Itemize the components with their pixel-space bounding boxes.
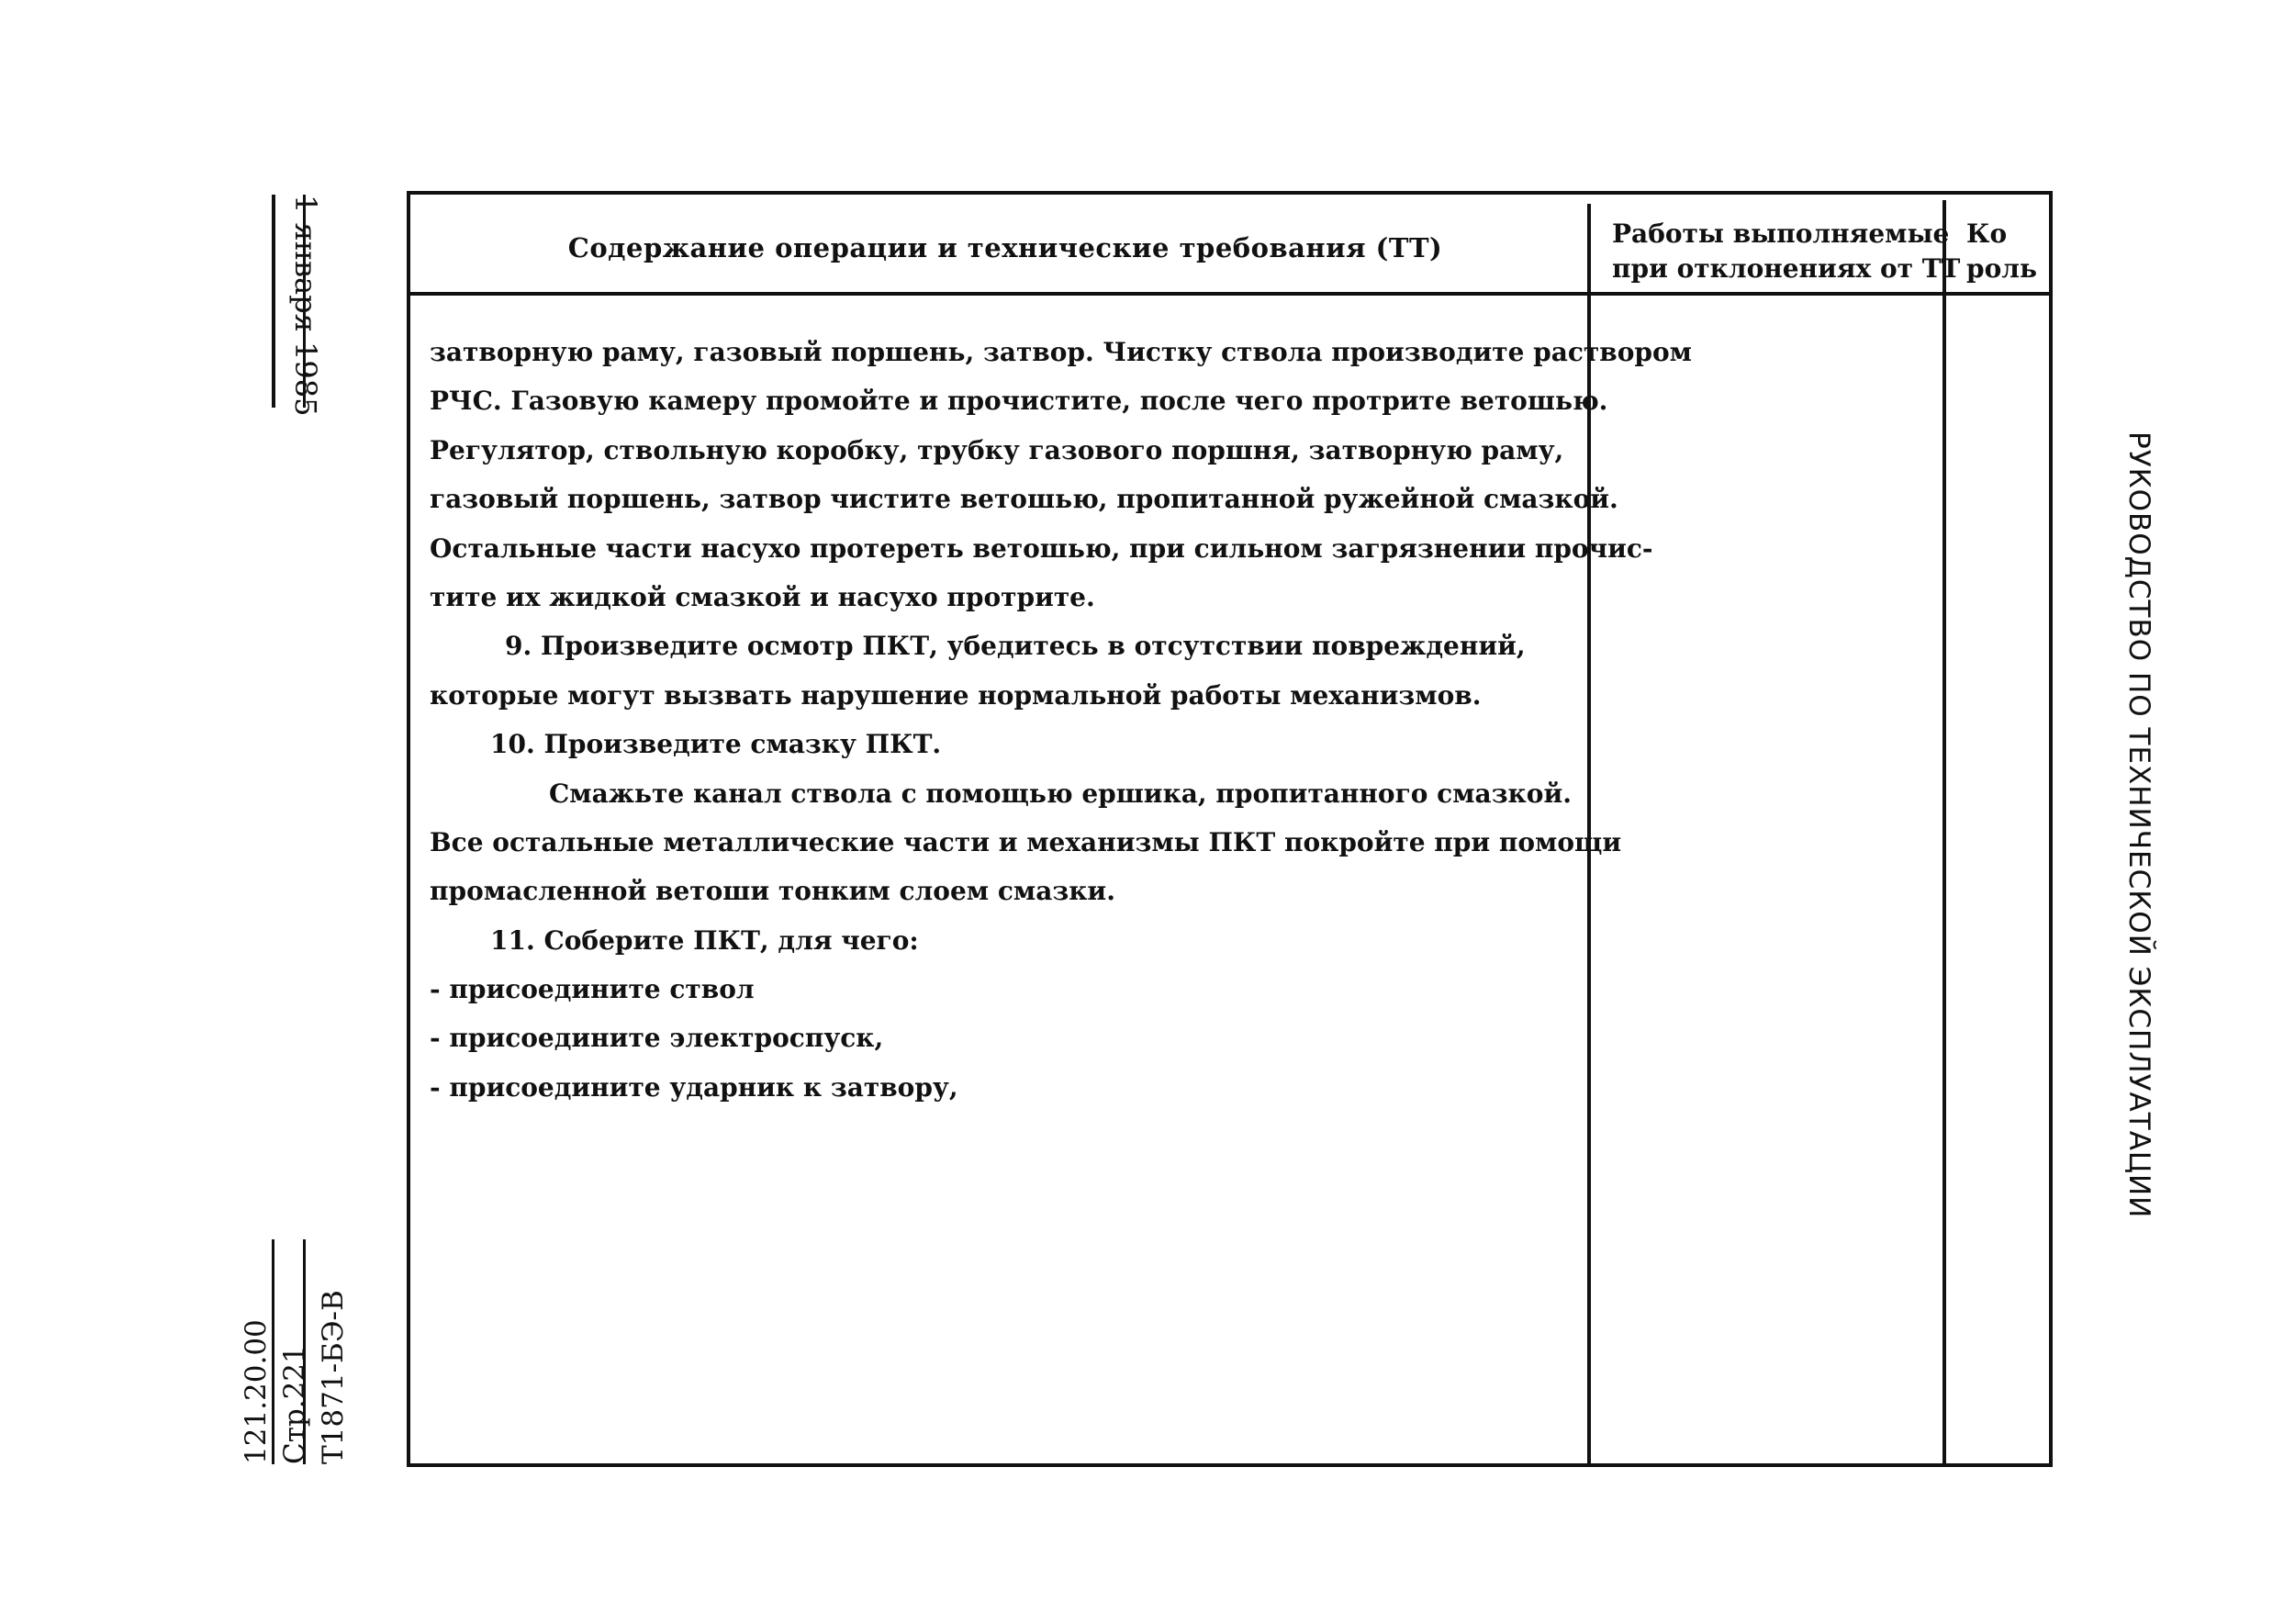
text-line: газовый поршень, затвор чистите ветошью, пропитанной ружейной смазкой. [430, 484, 1618, 515]
date-rule [272, 195, 275, 408]
text-line: промасленной ветоши тонким слоем смазки. [430, 876, 1115, 907]
step-9: 9. Произведите осмотр ПКТ, убедитесь в отсутствии повреждений, [505, 631, 1526, 662]
text-line: тите их жидкой смазкой и насухо протрите. [430, 581, 1095, 612]
text-line: Остальные части насухо протереть ветошью, при сильном загрязнении прочис- [430, 532, 1653, 564]
margin-code-block [237, 1290, 353, 1464]
text-line: Все остальные металлические части и механизмы ПКТ покройте при помощи [430, 826, 1622, 857]
header-control-line: Ко [1966, 218, 2008, 249]
header-divider [407, 292, 2053, 296]
step-11: 11. Соберите ПКТ, для чего: [490, 924, 919, 956]
header-deviations-line: при отклонениях от ТТ [1612, 253, 1961, 284]
margin-document-id: Т1871-БЭ-В [317, 1290, 350, 1464]
text-line: которые могут вызвать нарушение нормальной работы механизмов. [430, 679, 1482, 711]
operation-content [430, 328, 1692, 1112]
text-line: Смажьте канал ствола с помощью ершика, пропитанного смазкой. [549, 778, 1572, 809]
list-item: - присоедините электроспуск, [430, 1023, 884, 1054]
header-control-line: роль [1966, 253, 2037, 284]
header-control [1963, 217, 2049, 286]
margin-title: РУКОВОДСТВО ПО ТЕХНИЧЕСКОЙ ЭКСПЛУАТАЦИИ [2122, 431, 2155, 1219]
margin-code-number: 121.20.00 [240, 1319, 273, 1464]
header-deviations [1608, 217, 1961, 286]
header-deviations-line: Работы выполняемые [1612, 218, 1950, 249]
column-divider [1942, 200, 1946, 1467]
step-10: 10. Произведите смазку ПКТ. [490, 729, 942, 760]
text-line: РЧС. Газовую камеру промойте и прочистите, после чего протрите ветошью. [430, 386, 1608, 417]
margin-page-number: Стр.221 [278, 1345, 311, 1464]
margin-date: 1 января 1985 [288, 195, 323, 417]
right-rule [2049, 193, 2052, 257]
header-content: Содержание операции и технические требования (ТТ) [567, 232, 1443, 263]
text-line: Регулятор, ствольную коробку, трубку газового поршня, затворную раму, [430, 434, 1564, 465]
list-item: - присоедините ударник к затвору, [430, 1071, 958, 1103]
text-line: затворную раму, газовый поршень, затвор. Чистку ствола производите раствором [430, 337, 1692, 367]
list-item: - присоедините ствол [430, 974, 755, 1005]
